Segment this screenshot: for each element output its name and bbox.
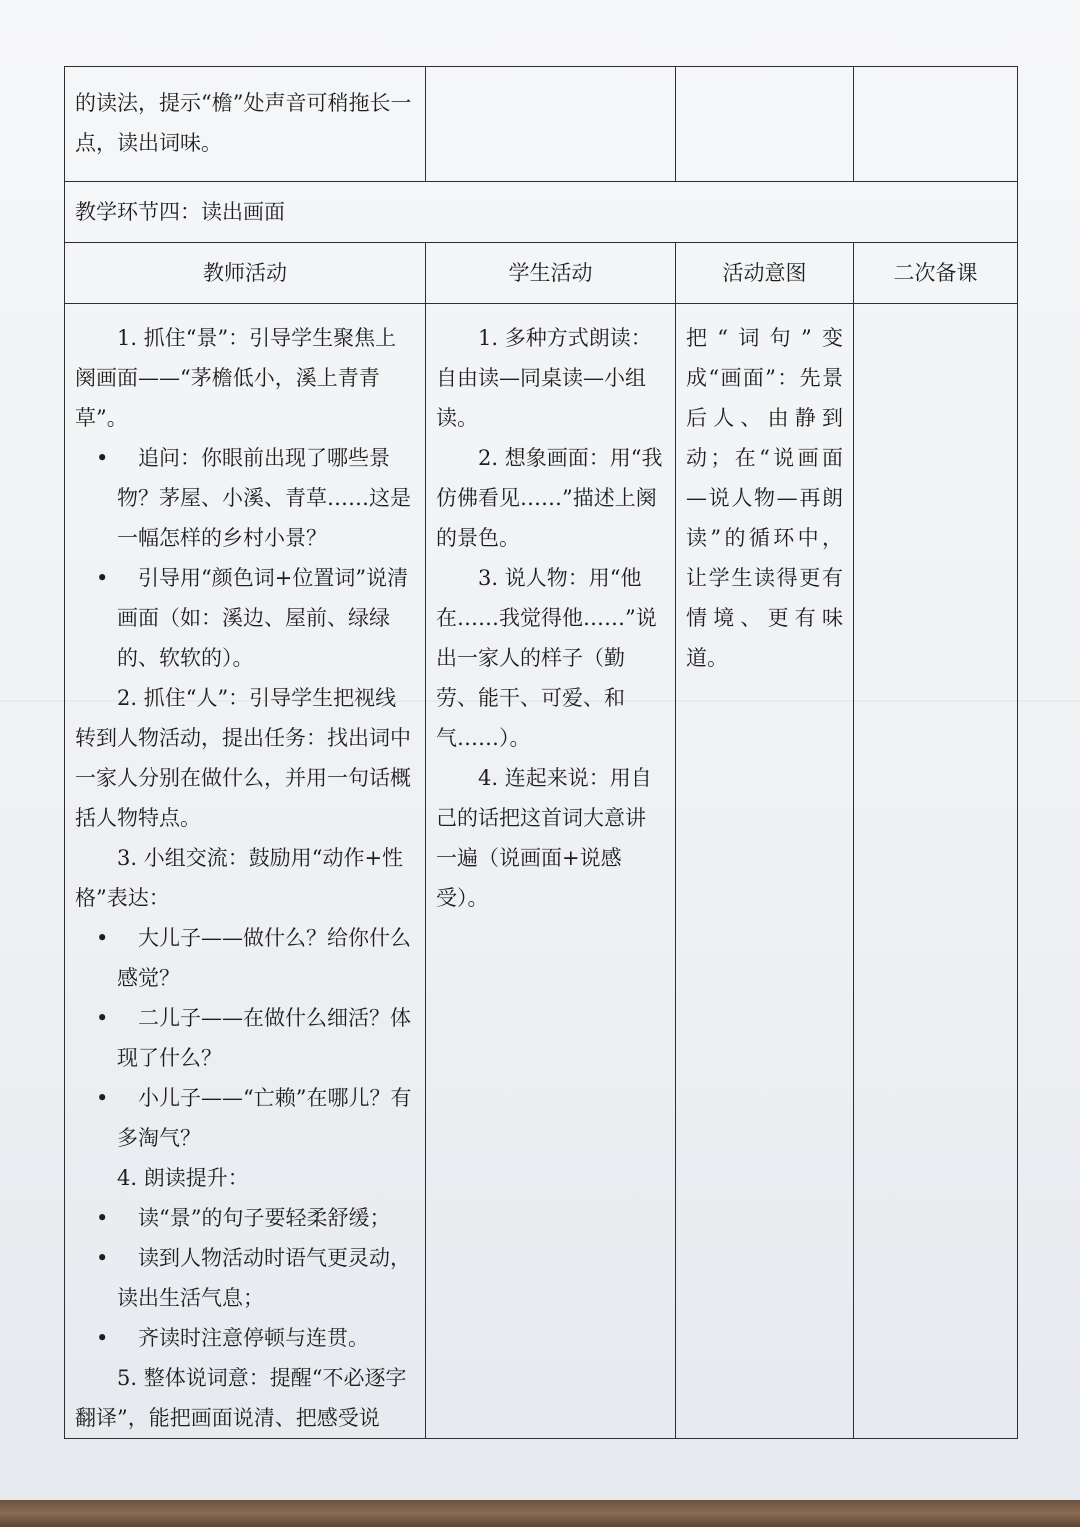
body-row xyxy=(65,304,1018,1439)
lesson-plan-table xyxy=(64,66,1018,1439)
continued-teacher-cell xyxy=(65,67,426,182)
student-activity-cell xyxy=(426,304,676,1439)
student-step-item: 2. 想象画面：用“我仿佛看见……”描述上阕的景色。 xyxy=(436,446,663,550)
bullet-icon: • xyxy=(96,566,109,590)
teacher-bullet-text: 大儿子——做什么？给你什么感觉？ xyxy=(117,926,411,990)
teacher-bullet-text: 小儿子——“亡赖”在哪儿？有多淘气？ xyxy=(117,1086,412,1150)
bullet-icon: • xyxy=(96,1326,109,1350)
teacher-bullet-item xyxy=(75,1238,415,1318)
teacher-bullet-item xyxy=(75,558,415,678)
teacher-bullet-item xyxy=(75,1078,415,1158)
section-row xyxy=(65,182,1018,243)
bullet-icon: • xyxy=(96,446,109,470)
teacher-bullet-item xyxy=(75,1198,415,1238)
teacher-bullet-text: 引导用“颜色词+位置词”说清画面（如：溪边、屋前、绿绿的、软软的）。 xyxy=(117,566,409,670)
continued-teacher-text: 的读法，提示“檐”处声音可稍拖长一点，读出词味。 xyxy=(75,91,412,155)
continued-student-cell xyxy=(426,67,676,182)
teacher-bullet-item xyxy=(75,998,415,1078)
teacher-bullet-text: 追问：你眼前出现了哪些景物？茅屋、小溪、青草……这是一幅怎样的乡村小景？ xyxy=(117,446,411,550)
bullet-icon: • xyxy=(96,926,109,950)
teacher-bullet-text: 读“景”的句子要轻柔舒缓； xyxy=(138,1206,391,1230)
teacher-bullet-text: 齐读时注意停顿与连贯。 xyxy=(138,1326,369,1350)
continued-prep-cell xyxy=(854,67,1018,182)
header-second-prep: 二次备课 xyxy=(854,243,1018,304)
teacher-bullet-text: 二儿子——在做什么细活？体现了什么？ xyxy=(117,1006,411,1070)
bullet-icon: • xyxy=(96,1086,109,1110)
continued-purpose-cell xyxy=(676,67,854,182)
teacher-activity-cell xyxy=(65,304,426,1439)
desk-surface xyxy=(0,1500,1080,1527)
bullet-icon: • xyxy=(96,1006,109,1030)
teacher-step-item: 1. 抓住“景”：引导学生聚焦上阕画面——“茅檐低小，溪上青青草”。 xyxy=(75,326,397,430)
header-purpose: 活动意图 xyxy=(676,243,854,304)
teacher-bullet-item xyxy=(75,918,415,998)
teacher-bullet-text: 读到人物活动时语气更灵动，读出生活气息； xyxy=(117,1246,411,1310)
teacher-activity-list xyxy=(75,318,415,1438)
teacher-step-item: 3. 小组交流：鼓励用“动作+性格”表达： xyxy=(75,846,404,910)
student-step-item: 3. 说人物：用“他在……我觉得他……”说出一家人的样子（勤劳、能干、可爱、和气……）。 xyxy=(436,566,657,750)
section-title: 教学环节四：读出画面 xyxy=(65,182,1018,243)
continued-row xyxy=(65,67,1018,182)
second-prep-cell xyxy=(854,304,1018,1439)
purpose-cell xyxy=(676,304,854,1439)
bullet-icon: • xyxy=(96,1246,109,1270)
header-row xyxy=(65,243,1018,304)
bullet-icon: • xyxy=(96,1206,109,1230)
teacher-step-item: 4. 朗读提升： xyxy=(117,1166,249,1190)
teacher-bullet-item xyxy=(75,1318,415,1358)
student-activity-list xyxy=(436,318,665,918)
teacher-bullet-item xyxy=(75,438,415,558)
purpose-text: 把“词句”变成“画面”：先景后人、由静到动；在“说画面—说人物—再朗读”的循环中，让学生读得更有情境、更有味道。 xyxy=(686,326,843,670)
teacher-step-item: 2. 抓住“人”：引导学生把视线转到人物活动，提出任务：找出词中一家人分别在做什么，并用一句话概括人物特点。 xyxy=(75,686,411,830)
header-teacher: 教师活动 xyxy=(65,243,426,304)
teacher-step-item: 5. 整体说词意：提醒“不必逐字翻译”，能把画面说清、把感受说 xyxy=(75,1366,407,1430)
student-step-item: 4. 连起来说：用自己的话把这首词大意讲一遍（说画面+说感受）。 xyxy=(436,766,652,910)
header-student: 学生活动 xyxy=(426,243,676,304)
student-step-item: 1. 多种方式朗读：自由读—同桌读—小组读。 xyxy=(436,326,652,430)
